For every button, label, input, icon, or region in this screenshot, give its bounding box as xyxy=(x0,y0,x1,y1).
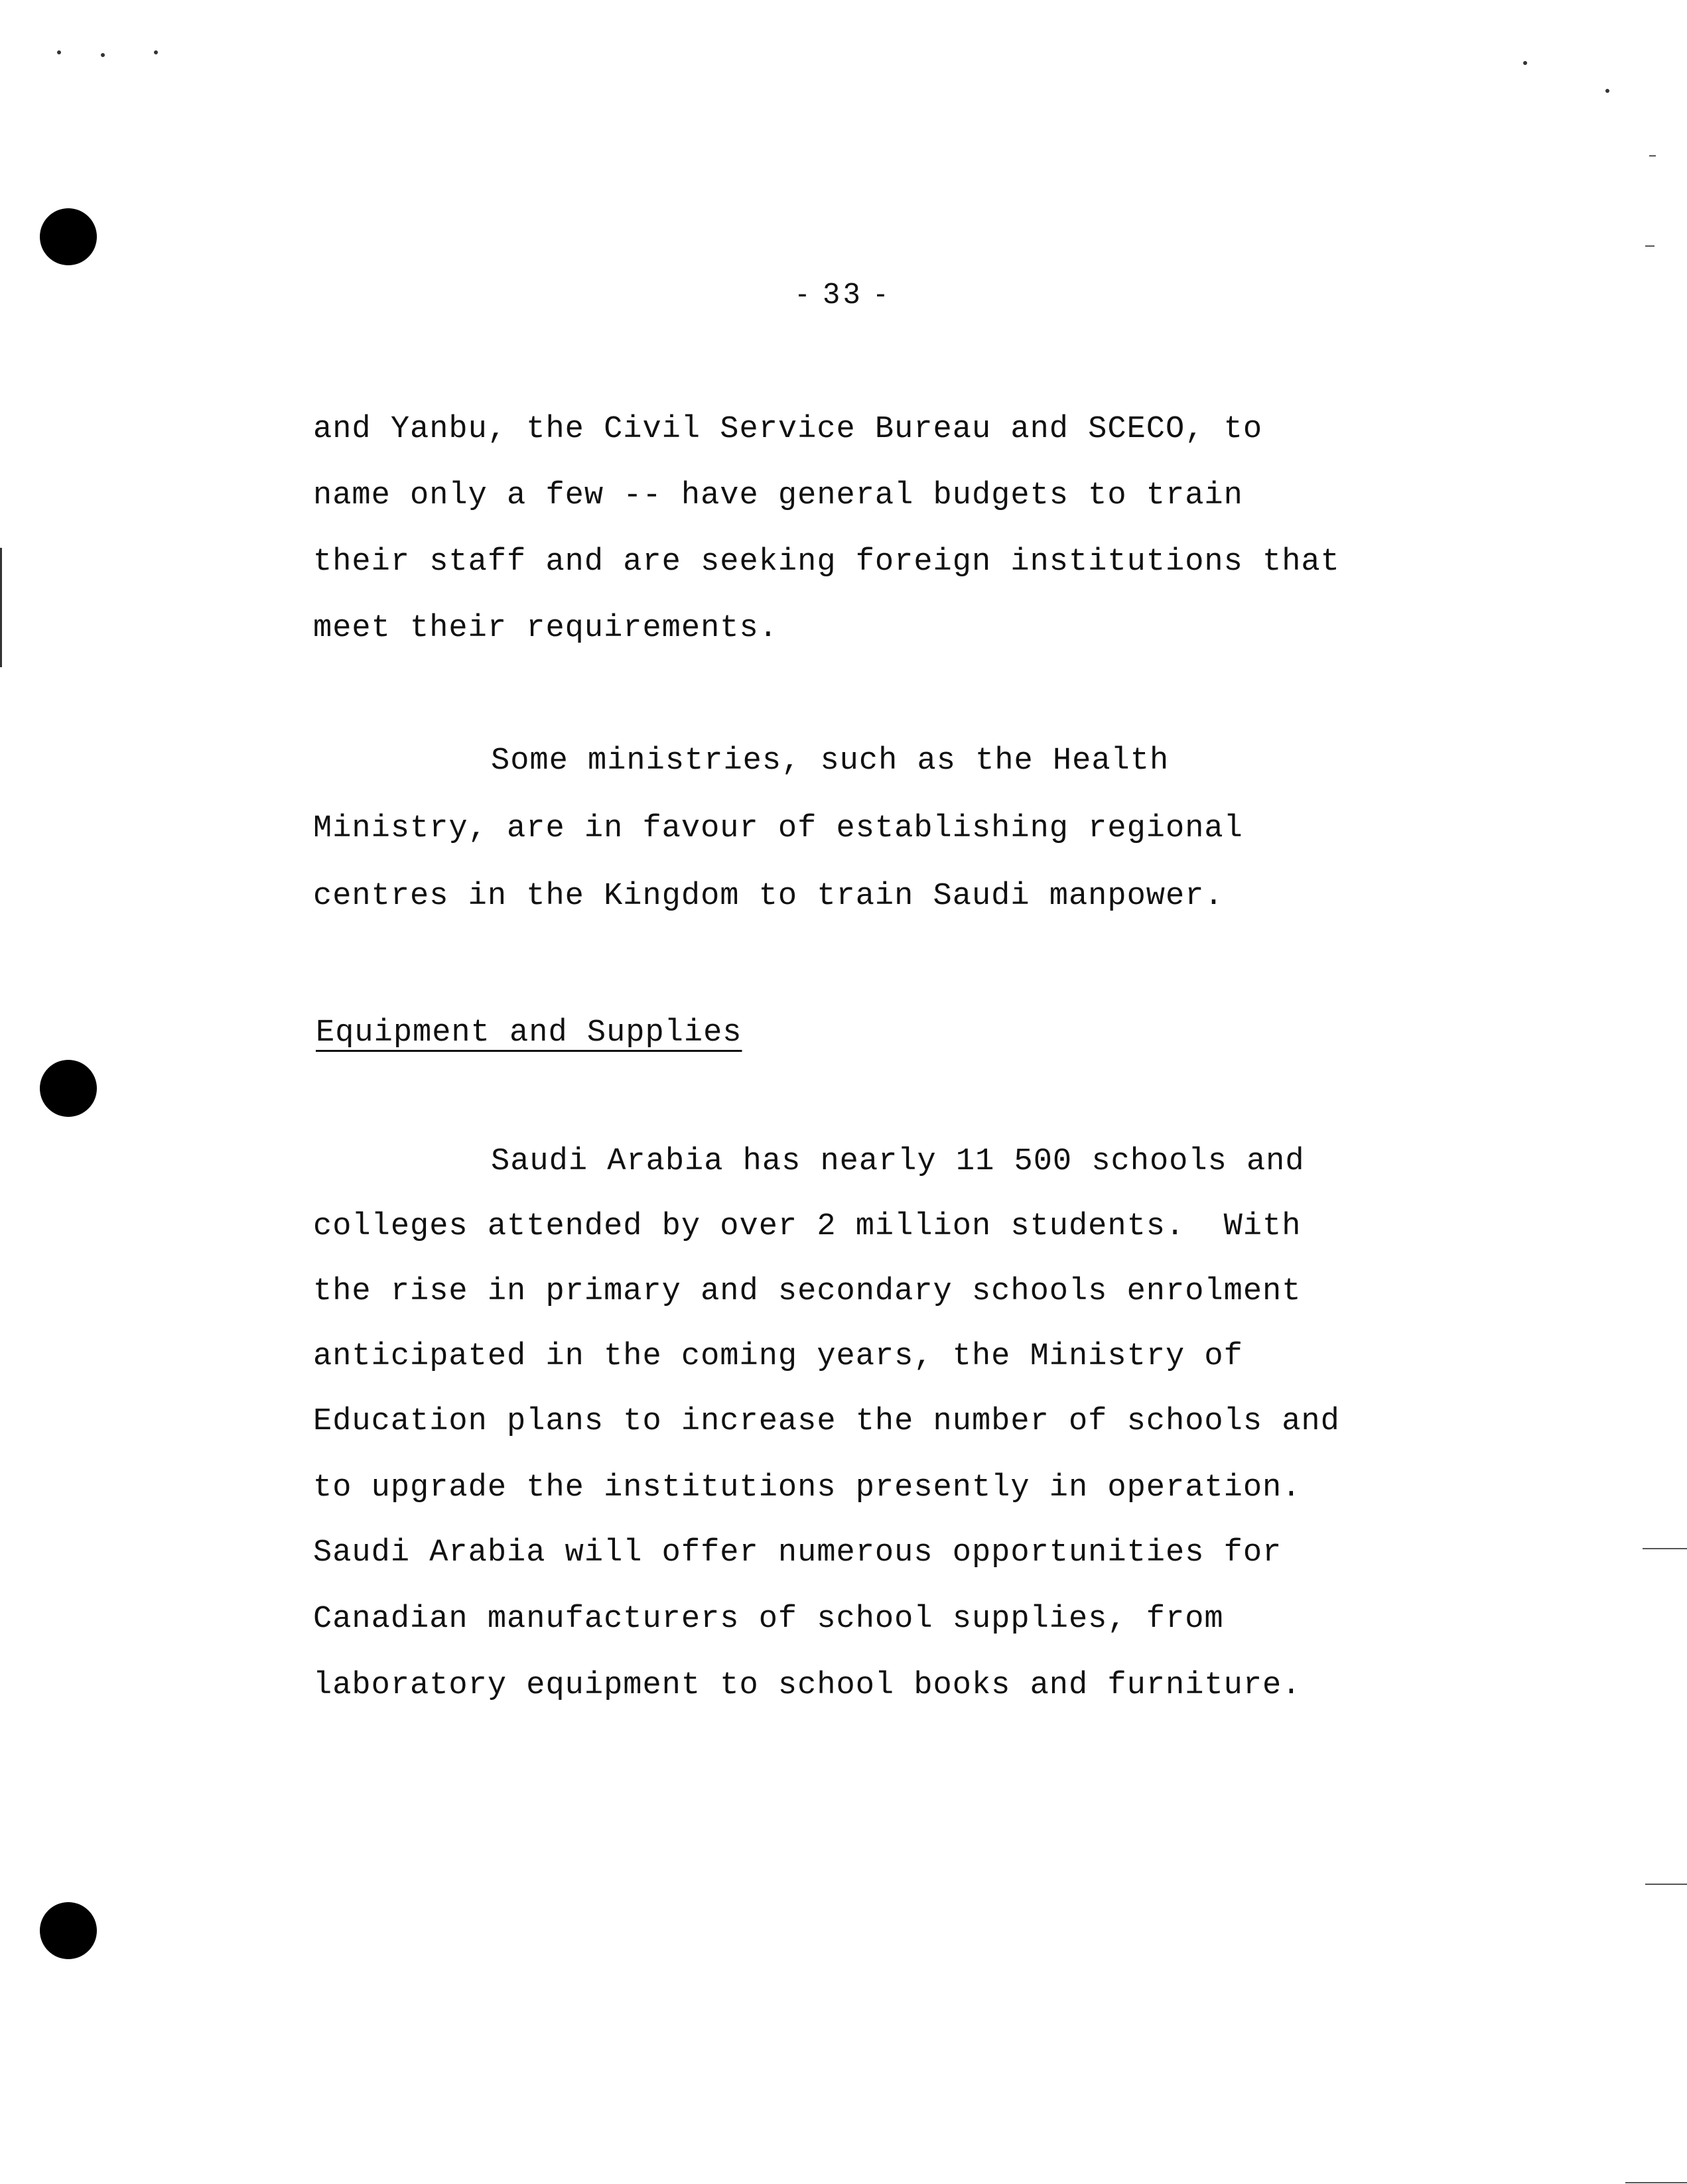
paragraph-line: laboratory equipment to school books and furniture. xyxy=(313,1668,1302,1703)
paragraph-line: and Yanbu, the Civil Service Bureau and SCECO, to xyxy=(313,412,1263,447)
scan-dash xyxy=(1645,1884,1687,1885)
scan-speck xyxy=(1605,89,1609,93)
paragraph-line: colleges attended by over 2 million students. With xyxy=(313,1209,1302,1244)
scan-dash xyxy=(1643,1548,1687,1549)
scan-dash xyxy=(1645,245,1654,247)
paragraph-line: Saudi Arabia has nearly 11 500 schools and xyxy=(491,1144,1305,1179)
paragraph-line: meet their requirements. xyxy=(313,611,778,646)
punch-hole-top xyxy=(40,208,97,265)
paragraph-line: their staff and are seeking foreign institutions that xyxy=(313,545,1340,580)
paragraph-line: anticipated in the coming years, the Ministry of xyxy=(313,1339,1243,1374)
paragraph-line: centres in the Kingdom to train Saudi manpower. xyxy=(313,879,1224,914)
punch-hole-bottom xyxy=(40,1902,97,1959)
paragraph-line: Canadian manufacturers of school supplies, from xyxy=(313,1602,1224,1637)
page-number: - 33 - xyxy=(797,277,890,310)
paragraph-line: to upgrade the institutions presently in operation. xyxy=(313,1470,1302,1506)
scan-dash xyxy=(1649,155,1656,157)
paragraph-line: the rise in primary and secondary schools enrolment xyxy=(313,1274,1302,1309)
paragraph-line: Some ministries, such as the Health xyxy=(491,743,1170,779)
paragraph-line: name only a few -- have general budgets to train xyxy=(313,478,1243,513)
scan-speck xyxy=(101,53,105,57)
scan-dash xyxy=(1625,2182,1687,2183)
paragraph-line: Ministry, are in favour of establishing regional xyxy=(313,811,1243,846)
scan-speck xyxy=(57,50,61,54)
paragraph-line: Saudi Arabia will offer numerous opportunities for xyxy=(313,1535,1282,1571)
scan-speck xyxy=(1523,61,1527,65)
punch-hole-middle xyxy=(40,1060,97,1117)
scan-edge-mark xyxy=(0,548,2,667)
scan-speck xyxy=(154,50,158,54)
section-heading: Equipment and Supplies xyxy=(316,1015,742,1051)
paragraph-line: Education plans to increase the number of schools and xyxy=(313,1404,1340,1439)
